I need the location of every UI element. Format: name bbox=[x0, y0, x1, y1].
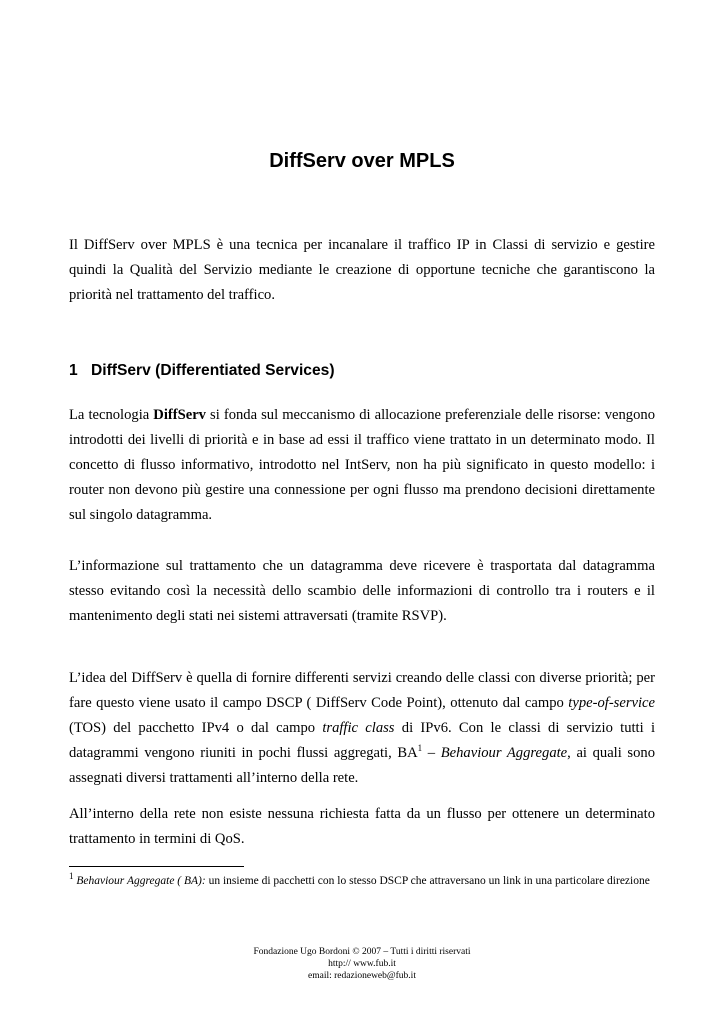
footnote bbox=[69, 871, 655, 888]
paragraph-trasporto: L’informazione sul trattamento che un datagramma deve ricevere è trasportata dal datagramma stesso evitando così la necessità dello scambio delle informazioni di controllo tra i routers e il mantenimento degli stati nei sistemi attraversati (tramite RSVP). bbox=[69, 558, 655, 624]
section-number: 1 bbox=[69, 362, 78, 379]
footer-email: email: redazioneweb@fub.it bbox=[308, 971, 416, 981]
footnote-separator bbox=[69, 866, 244, 867]
footnote-ref: 1 bbox=[417, 743, 423, 754]
section-title: DiffServ (Differentiated Services) bbox=[91, 362, 335, 379]
paragraph-idea bbox=[69, 666, 655, 791]
footnote-term: Behaviour Aggregate ( BA): bbox=[76, 875, 206, 887]
paragraph-diffserv bbox=[69, 403, 655, 528]
footer-website: http:// www.fub.it bbox=[328, 959, 396, 969]
p3-italic: type-of-service bbox=[568, 695, 655, 711]
p1-text: si fonda sul meccanismo di allocazione preferenziale delle risorse: vengono introdotti dei livelli di priorità e in base ad essi il traffico viene trattato in un determinato modo. Il concetto di flusso informativo, introdotto nel IntServ, non ha più significato in questo modello: i router non devono più gestire una connessione per ogni flusso ma prendono decisioni direttamente sul singolo datagramma. bbox=[69, 407, 655, 523]
paragraph-qos: All’interno della rete non esiste nessuna richiesta fatta da un flusso per ottenere un determinato trattamento in termini di QoS. bbox=[69, 806, 655, 847]
p3-italic: traffic class bbox=[322, 720, 395, 736]
footnote-mark: 1 bbox=[69, 871, 74, 882]
p3-text: di IPv6. Con le classi di servizio tutti i datagrammi vengono riuniti in pochi flussi aggregati, BA bbox=[69, 720, 656, 761]
p3-text: – bbox=[422, 745, 441, 761]
p1-text: La tecnologia bbox=[69, 407, 154, 423]
document-title: DiffServ over MPLS bbox=[269, 150, 455, 172]
page-footer bbox=[0, 946, 724, 982]
p3-italic: Behaviour Aggregate bbox=[440, 745, 568, 761]
footer-copyright: Fondazione Ugo Bordoni © 2007 – Tutti i diritti riservati bbox=[253, 947, 471, 957]
intro-paragraph: Il DiffServ over MPLS è una tecnica per incanalare il traffico IP in Classi di servizio e gestire quindi la Qualità del Servizio mediante le creazione di opportune tecniche che garantiscono la priorità nel trattamento del traffico. bbox=[69, 237, 655, 303]
section-heading bbox=[69, 362, 335, 380]
p3-text: , ai quali sono assegnati diversi trattamenti all’interno della rete. bbox=[69, 745, 655, 786]
p1-bold: DiffServ bbox=[153, 407, 206, 423]
p3-text: (TOS) del pacchetto IPv4 o dal campo bbox=[69, 720, 323, 736]
p3-text: L’idea del DiffServ è quella di fornire differenti servizi creando delle classi con diverse priorità; per fare questo viene usato il campo DSCP ( DiffServ Code Point), ottenuto dal campo bbox=[69, 670, 655, 711]
footnote-text: un insieme di pacchetti con lo stesso DSCP che attraversano un link in una particolare direzione bbox=[205, 875, 650, 887]
